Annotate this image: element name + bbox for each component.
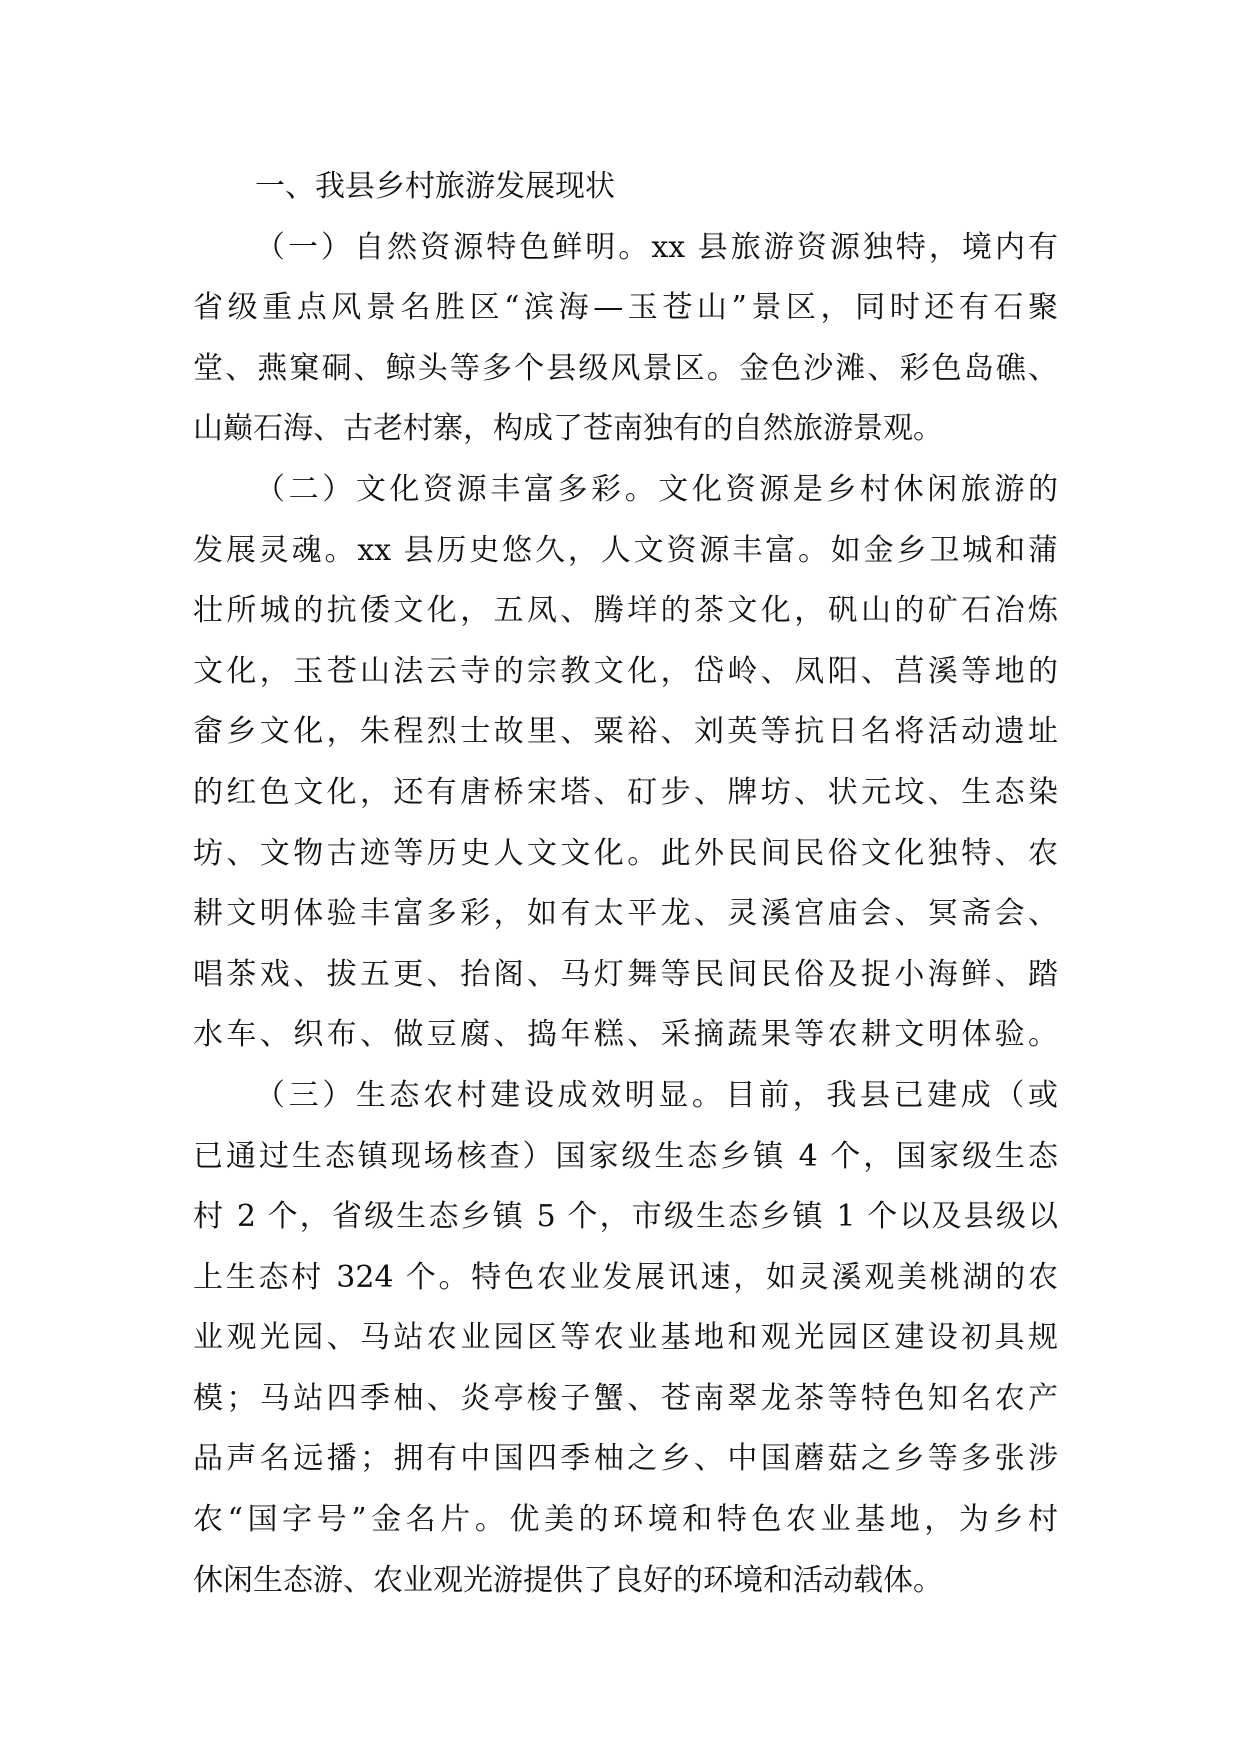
paragraph-line: 品声名远播；拥有中国四季柚之乡、中国蘑菇之乡等多张涉: [193, 1441, 1058, 1477]
paragraph-line: 耕文明体验丰富多彩，如有太平龙、灵溪宫庙会、冥斋会、: [193, 896, 1058, 932]
paragraph-line: 唱茶戏、拔五更、抬阁、马灯舞等民间民俗及捉小海鲜、踏: [193, 956, 1058, 992]
paragraph-line: 山巅石海、古老村寨，构成了苍南独有的自然旅游景观。: [193, 411, 943, 447]
paragraph-line: 省级重点风景名胜区“滨海—玉苍山”景区，同时还有石聚: [193, 290, 1058, 326]
paragraph-natural-resources: [193, 218, 1058, 460]
paragraph-line: 水车、织布、做豆腐、捣年糕、采摘蔬果等农耕文明体验。: [193, 1017, 1058, 1053]
paragraph-line: 休闲生态游、农业观光游提供了良好的环境和活动载体。: [193, 1562, 943, 1598]
paragraph-cultural-resources: [193, 460, 1058, 1066]
paragraph-line: （三）生态农村建设成效明显。目前，我县已建成（或: [255, 1077, 1058, 1113]
paragraph-line: 堂、燕窠硐、鲸头等多个县级风景区。金色沙滩、彩色岛礁、: [193, 350, 1058, 386]
paragraph-line: 已通过生态镇现场核查）国家级生态乡镇 4 个，国家级生态: [193, 1138, 1058, 1174]
paragraph-line: 业观光园、马站农业园区等农业基地和观光园区建设初具规: [193, 1320, 1058, 1356]
section-heading: 一、我县乡村旅游发展现状: [255, 169, 615, 204]
paragraph-ecological-villages: [193, 1066, 1058, 1611]
document-body: [193, 157, 1058, 1611]
paragraph-line: （二）文化资源丰富多彩。文化资源是乡村休闲旅游的: [255, 471, 1058, 507]
paragraph-line: 畲乡文化，朱程烈士故里、粟裕、刘英等抗日名将活动遗址: [193, 714, 1058, 750]
paragraph-line: 的红色文化，还有唐桥宋塔、矴步、牌坊、状元坟、生态染: [193, 774, 1058, 810]
paragraph-line: 发展灵魂。xx 县历史悠久，人文资源丰富。如金乡卫城和蒲: [193, 532, 1058, 568]
paragraph-line: 壮所城的抗倭文化，五凤、腾垟的茶文化，矾山的矿石冶炼: [193, 593, 1058, 629]
paragraph-line: 农“国字号”金名片。优美的环境和特色农业基地，为乡村: [193, 1502, 1058, 1538]
paragraph-line: 村 2 个，省级生态乡镇 5 个，市级生态乡镇 1 个以及县级以: [193, 1199, 1058, 1235]
paragraph-line: 文化，玉苍山法云寺的宗教文化，岱岭、凤阳、莒溪等地的: [193, 653, 1058, 689]
paragraph-line: 坊、文物古迹等历史人文文化。此外民间民俗文化独特、农: [193, 835, 1058, 871]
paragraph-line: （一）自然资源特色鲜明。xx 县旅游资源独特，境内有: [255, 229, 1058, 265]
paragraph-line: 模；马站四季柚、炎亭梭子蟹、苍南翠龙茶等特色知名农产: [193, 1380, 1058, 1416]
paragraph-line: 上生态村 324 个。特色农业发展讯速，如灵溪观美桃湖的农: [193, 1259, 1058, 1295]
